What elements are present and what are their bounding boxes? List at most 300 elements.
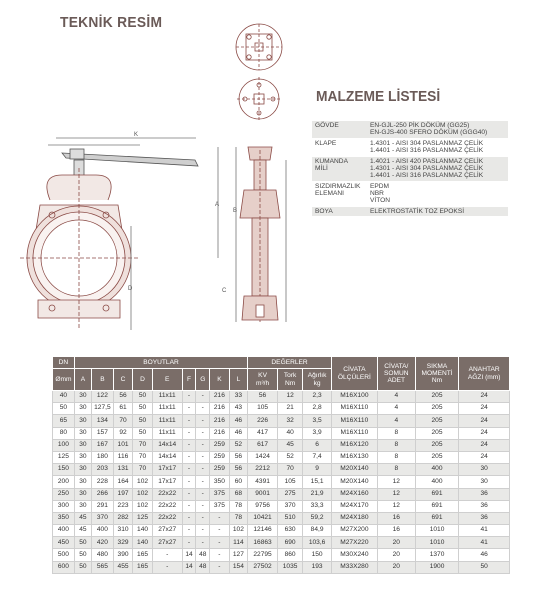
table-cell: 216 (210, 403, 230, 415)
table-cell: - (210, 561, 230, 573)
table-cell: 1010 (415, 525, 459, 537)
table-row (53, 451, 510, 463)
table-cell: 165 (133, 549, 153, 561)
table-cell: 24 (459, 403, 510, 415)
table-cell: 65 (53, 415, 75, 427)
table-cell: - (182, 525, 196, 537)
table-cell: 105 (248, 403, 278, 415)
table-cell: 8 (377, 427, 415, 439)
table-cell: 45 (74, 512, 91, 524)
table-cell: 30 (74, 415, 91, 427)
table-cell: 275 (277, 488, 302, 500)
table-cell: - (196, 512, 210, 524)
table-cell: - (196, 439, 210, 451)
table-cell: 223 (113, 500, 133, 512)
table-cell: 14x14 (152, 439, 182, 451)
table-cell: 92 (113, 427, 133, 439)
materials-table (312, 120, 508, 216)
dn-unit-header: Ømm (53, 369, 75, 391)
table-cell: 21,9 (303, 488, 332, 500)
table-cell: 860 (277, 549, 302, 561)
table-cell: 41 (459, 525, 510, 537)
table-cell: 43 (229, 403, 248, 415)
table-cell: 125 (133, 512, 153, 524)
table-cell: 45 (277, 439, 302, 451)
table-cell: M30X240 (331, 549, 377, 561)
table-cell: 3,5 (303, 415, 332, 427)
tork-label: Tork (283, 372, 297, 380)
table-row (53, 391, 510, 403)
dim-label-b: B (233, 208, 238, 214)
table-cell: 259 (210, 439, 230, 451)
table-cell: 2,8 (303, 403, 332, 415)
table-cell: 50 (133, 391, 153, 403)
table-cell: 68 (229, 488, 248, 500)
table-cell: 40 (277, 427, 302, 439)
table-cell: 400 (92, 525, 114, 537)
table-cell: 1370 (415, 549, 459, 561)
dim-label-c: C (222, 288, 227, 294)
civata-header: CİVATA ÖLÇÜLERİ (331, 357, 377, 391)
table-cell: 259 (210, 451, 230, 463)
table-cell: 15,1 (303, 476, 332, 488)
table-cell: 205 (415, 451, 459, 463)
table-cell: 30 (459, 476, 510, 488)
table-cell: 24 (459, 427, 510, 439)
table-cell: 33,3 (303, 500, 332, 512)
table-cell: 12146 (248, 525, 278, 537)
table-cell: 56 (229, 451, 248, 463)
valve-front-view (20, 138, 198, 330)
table-cell: 59,2 (303, 512, 332, 524)
table-cell: 22x22 (152, 500, 182, 512)
table-cell: 1424 (248, 451, 278, 463)
table-row (53, 512, 510, 524)
table-cell: - (182, 451, 196, 463)
table-cell: 500 (53, 549, 75, 561)
table-cell: 24 (459, 415, 510, 427)
table-cell: 216 (210, 427, 230, 439)
table-cell: 9756 (248, 500, 278, 512)
table-cell: - (196, 451, 210, 463)
table-cell: 282 (113, 512, 133, 524)
table-cell: 480 (92, 549, 114, 561)
table-cell: 20 (377, 561, 415, 573)
col-header-c: C (113, 369, 133, 391)
table-cell: 24 (459, 391, 510, 403)
valve-section-view (218, 147, 286, 322)
table-cell: - (196, 391, 210, 403)
table-cell: 102 (133, 476, 153, 488)
table-cell: - (182, 427, 196, 439)
materials-row (312, 181, 508, 206)
table-cell: 21 (277, 403, 302, 415)
table-cell: 150 (303, 549, 332, 561)
table-cell: 4 (377, 391, 415, 403)
table-row (53, 415, 510, 427)
table-cell: 329 (113, 537, 133, 549)
table-cell: - (152, 561, 182, 573)
materials-title: MALZEME LİSTESİ (316, 88, 441, 105)
table-cell: 6 (303, 439, 332, 451)
table-cell: - (196, 403, 210, 415)
table-cell: 48 (196, 561, 210, 573)
table-cell: M24X180 (331, 512, 377, 524)
table-cell: 1900 (415, 561, 459, 573)
table-cell: 84,9 (303, 525, 332, 537)
table-cell: 127 (229, 549, 248, 561)
table-cell: 600 (53, 561, 75, 573)
table-cell: - (182, 512, 196, 524)
table-cell: 4 (377, 403, 415, 415)
table-cell: 102 (133, 500, 153, 512)
table-cell: 565 (92, 561, 114, 573)
table-cell: 27x27 (152, 537, 182, 549)
table-cell: M24X170 (331, 500, 377, 512)
col-header-g: G (196, 369, 210, 391)
col-header-l: L (229, 369, 248, 391)
table-cell: 12 (377, 476, 415, 488)
table-cell: 259 (210, 464, 230, 476)
table-cell: - (152, 549, 182, 561)
table-cell: 14x14 (152, 451, 182, 463)
table-cell: 32 (277, 415, 302, 427)
agirlik-label: Ağırlık (307, 372, 327, 380)
table-row (53, 525, 510, 537)
material-key: KUMANDA MİLİ (312, 156, 368, 181)
table-cell: 1010 (415, 537, 459, 549)
agirlik-header (303, 369, 332, 391)
materials-row (312, 206, 508, 216)
table-cell: 2212 (248, 464, 278, 476)
table-cell: - (196, 488, 210, 500)
table-row (53, 500, 510, 512)
col-header-e: E (152, 369, 182, 391)
table-cell: M16X110 (331, 403, 377, 415)
table-cell: 11x11 (152, 427, 182, 439)
table-cell: 33 (229, 391, 248, 403)
table-cell: 420 (92, 537, 114, 549)
table-cell: 12 (277, 391, 302, 403)
table-cell: 167 (92, 439, 114, 451)
table-row (53, 476, 510, 488)
table-cell: 205 (415, 391, 459, 403)
table-cell: - (196, 537, 210, 549)
table-cell: 56 (113, 391, 133, 403)
table-cell: 154 (229, 561, 248, 573)
table-cell: 105 (277, 476, 302, 488)
col-header-b: B (92, 369, 114, 391)
table-cell: 70 (133, 451, 153, 463)
spec-table (52, 356, 510, 574)
table-cell: 400 (415, 464, 459, 476)
table-cell: 11x11 (152, 391, 182, 403)
table-cell: 370 (277, 500, 302, 512)
table-row (53, 403, 510, 415)
table-cell: 216 (210, 415, 230, 427)
table-cell: - (210, 537, 230, 549)
table-cell: - (196, 415, 210, 427)
table-cell: M16X110 (331, 427, 377, 439)
table-cell: 205 (415, 403, 459, 415)
table-cell: 122 (92, 391, 114, 403)
table-cell: 157 (92, 427, 114, 439)
table-cell: M24X160 (331, 488, 377, 500)
material-key: SIZDIRMAZLIK ELEMANI (315, 182, 361, 197)
sikma-header: SIKMA MOMENTİ Nm (415, 357, 459, 391)
table-cell: 80 (53, 427, 75, 439)
table-cell: 200 (53, 476, 75, 488)
table-row (53, 561, 510, 573)
table-cell: 203 (92, 464, 114, 476)
table-cell: 10421 (248, 512, 278, 524)
table-cell: 46 (229, 415, 248, 427)
table-cell: - (182, 439, 196, 451)
table-cell: 30 (459, 464, 510, 476)
table-cell: 50 (133, 427, 153, 439)
materials-row (312, 138, 508, 156)
material-value: EPDM NBR VİTON (370, 182, 391, 205)
table-cell: 7,4 (303, 451, 332, 463)
table-cell: 50 (133, 415, 153, 427)
table-cell: 46 (229, 427, 248, 439)
table-cell: 205 (415, 415, 459, 427)
table-cell: 8 (377, 439, 415, 451)
degerler-group-header: DEĞERLER (248, 357, 332, 369)
table-cell: 36 (459, 512, 510, 524)
table-cell: 102 (133, 488, 153, 500)
table-cell: 375 (210, 488, 230, 500)
table-cell: 100 (53, 439, 75, 451)
table-cell: 30 (74, 500, 91, 512)
table-cell: 300 (53, 500, 75, 512)
table-cell: 30 (74, 427, 91, 439)
table-row (53, 537, 510, 549)
table-row (53, 549, 510, 561)
table-cell: 16863 (248, 537, 278, 549)
table-cell: 50 (459, 561, 510, 573)
table-cell: 125 (53, 451, 75, 463)
table-cell: M16X100 (331, 391, 377, 403)
table-cell: 61 (113, 403, 133, 415)
table-cell: 17x17 (152, 476, 182, 488)
table-cell: 140 (133, 525, 153, 537)
table-cell: 56 (248, 391, 278, 403)
page-title: TEKNİK RESİM (60, 14, 163, 31)
table-cell: 4 (377, 415, 415, 427)
table-cell: 134 (92, 415, 114, 427)
table-cell: 375 (210, 500, 230, 512)
table-cell: M16X110 (331, 415, 377, 427)
table-cell: M20X140 (331, 476, 377, 488)
table-cell: 310 (113, 525, 133, 537)
material-value: ELEKTROSTATİK TOZ EPOKSİ (368, 206, 508, 216)
table-cell: 36 (459, 488, 510, 500)
table-cell: 510 (277, 512, 302, 524)
kv-label: KV (258, 372, 267, 380)
table-cell: 228 (92, 476, 114, 488)
table-cell: 17x17 (152, 464, 182, 476)
table-cell: 193 (303, 561, 332, 573)
table-cell: - (182, 415, 196, 427)
kv-unit: m³/h (255, 379, 270, 387)
dim-label-k: K (134, 132, 139, 138)
table-cell: - (182, 488, 196, 500)
dim-label-a: A (215, 202, 220, 208)
flange-plate-top-view (236, 24, 282, 70)
anahtar-header: ANAHTAR AĞZI (mm) (459, 357, 510, 391)
table-cell: 50 (133, 403, 153, 415)
table-cell: 20 (377, 537, 415, 549)
tork-header (277, 369, 302, 391)
table-cell: 116 (113, 451, 133, 463)
table-cell: 70 (277, 464, 302, 476)
table-cell: 30 (74, 439, 91, 451)
table-cell: 16 (377, 512, 415, 524)
table-cell: 52 (229, 439, 248, 451)
table-cell: 40 (53, 391, 75, 403)
table-cell: 350 (53, 512, 75, 524)
table-cell: 16 (377, 525, 415, 537)
table-cell: 14 (182, 561, 196, 573)
table-cell: 22x22 (152, 512, 182, 524)
table-cell: 3,9 (303, 427, 332, 439)
col-header-f: F (182, 369, 196, 391)
table-cell: 690 (277, 537, 302, 549)
table-cell: - (182, 464, 196, 476)
table-cell: - (196, 500, 210, 512)
table-cell: - (182, 403, 196, 415)
col-header-a: A (74, 369, 91, 391)
table-cell: 691 (415, 512, 459, 524)
table-cell: - (210, 549, 230, 561)
table-cell: 52 (277, 451, 302, 463)
table-cell: M16X120 (331, 439, 377, 451)
table-cell: 370 (92, 512, 114, 524)
table-cell: 350 (210, 476, 230, 488)
table-cell: 8 (377, 464, 415, 476)
flange-plate-bottom-view (237, 77, 281, 121)
material-value: 1.4301 - AISI 304 PASLANMAZ ÇELİK 1.4401 - AISI 316 PASLANMAZ ÇELİK (370, 139, 484, 155)
table-cell: 630 (277, 525, 302, 537)
table-cell: 691 (415, 488, 459, 500)
material-value: 1.4021 - AISI 420 PASLANMAZ ÇELİK 1.4301 - AISI 304 PASLANMAZ ÇELİK 1.4401 - AISI 316 PASLANMAZ ÇELİK (368, 156, 508, 181)
table-cell: - (196, 476, 210, 488)
dim-label-d: D (128, 286, 133, 292)
table-cell: 101 (113, 439, 133, 451)
table-cell: 691 (415, 500, 459, 512)
table-cell: 14 (182, 549, 196, 561)
table-cell: 50 (74, 537, 91, 549)
kv-header (248, 369, 278, 391)
material-key: GÖVDE (312, 121, 368, 139)
materials-row (312, 156, 508, 181)
table-cell: 70 (113, 415, 133, 427)
table-cell: 70 (133, 439, 153, 451)
table-cell: 78 (229, 512, 248, 524)
table-cell: 22795 (248, 549, 278, 561)
table-cell: 50 (74, 561, 91, 573)
table-cell: 140 (133, 537, 153, 549)
table-cell: M33X280 (331, 561, 377, 573)
somun-header: CİVATA/ SOMUN ADET (377, 357, 415, 391)
table-cell: 30 (74, 451, 91, 463)
table-cell: 150 (53, 464, 75, 476)
table-cell: 1035 (277, 561, 302, 573)
table-cell: 36 (459, 500, 510, 512)
table-cell: 22x22 (152, 488, 182, 500)
table-cell: 50 (53, 403, 75, 415)
dn-group-header: DN (53, 357, 75, 369)
col-header-d: D (133, 369, 153, 391)
table-cell: 103,6 (303, 537, 332, 549)
table-cell: 78 (229, 500, 248, 512)
table-cell: 12 (377, 488, 415, 500)
table-cell: 205 (415, 427, 459, 439)
material-key: BOYA (312, 206, 368, 216)
table-cell: - (210, 525, 230, 537)
table-cell: - (182, 391, 196, 403)
table-row (53, 464, 510, 476)
col-header-k: K (210, 369, 230, 391)
table-cell: 617 (248, 439, 278, 451)
table-cell: 45 (74, 525, 91, 537)
table-cell: 455 (113, 561, 133, 573)
table-cell: 205 (415, 439, 459, 451)
table-row (53, 427, 510, 439)
table-cell: 2,3 (303, 391, 332, 403)
table-cell: - (196, 464, 210, 476)
table-cell: 8 (377, 451, 415, 463)
table-cell: 250 (53, 488, 75, 500)
table-cell: - (210, 512, 230, 524)
table-cell: 24 (459, 439, 510, 451)
table-cell: 20 (377, 549, 415, 561)
table-cell: M27X200 (331, 525, 377, 537)
table-cell: 11x11 (152, 403, 182, 415)
table-cell: 450 (53, 537, 75, 549)
table-cell: 27502 (248, 561, 278, 573)
table-cell: 9001 (248, 488, 278, 500)
table-cell: - (182, 476, 196, 488)
table-cell: 9 (303, 464, 332, 476)
table-cell: 30 (74, 476, 91, 488)
table-cell: 12 (377, 500, 415, 512)
tork-unit: Nm (284, 379, 296, 387)
table-cell: 164 (113, 476, 133, 488)
table-cell: 24 (459, 451, 510, 463)
table-cell: - (196, 525, 210, 537)
table-cell: 30 (74, 391, 91, 403)
table-cell: M16X130 (331, 451, 377, 463)
table-cell: M20X140 (331, 464, 377, 476)
table-row (53, 488, 510, 500)
table-cell: - (182, 500, 196, 512)
table-cell: - (196, 427, 210, 439)
table-cell: 131 (113, 464, 133, 476)
table-cell: 48 (196, 549, 210, 561)
material-key: KLAPE (315, 139, 337, 147)
materials-row (312, 121, 508, 139)
table-cell: 30 (74, 403, 91, 415)
table-cell: 291 (92, 500, 114, 512)
table-cell: 30 (74, 464, 91, 476)
table-cell: 400 (415, 476, 459, 488)
table-cell: 114 (229, 537, 248, 549)
table-cell: 4391 (248, 476, 278, 488)
table-cell: 60 (229, 476, 248, 488)
table-cell: 266 (92, 488, 114, 500)
